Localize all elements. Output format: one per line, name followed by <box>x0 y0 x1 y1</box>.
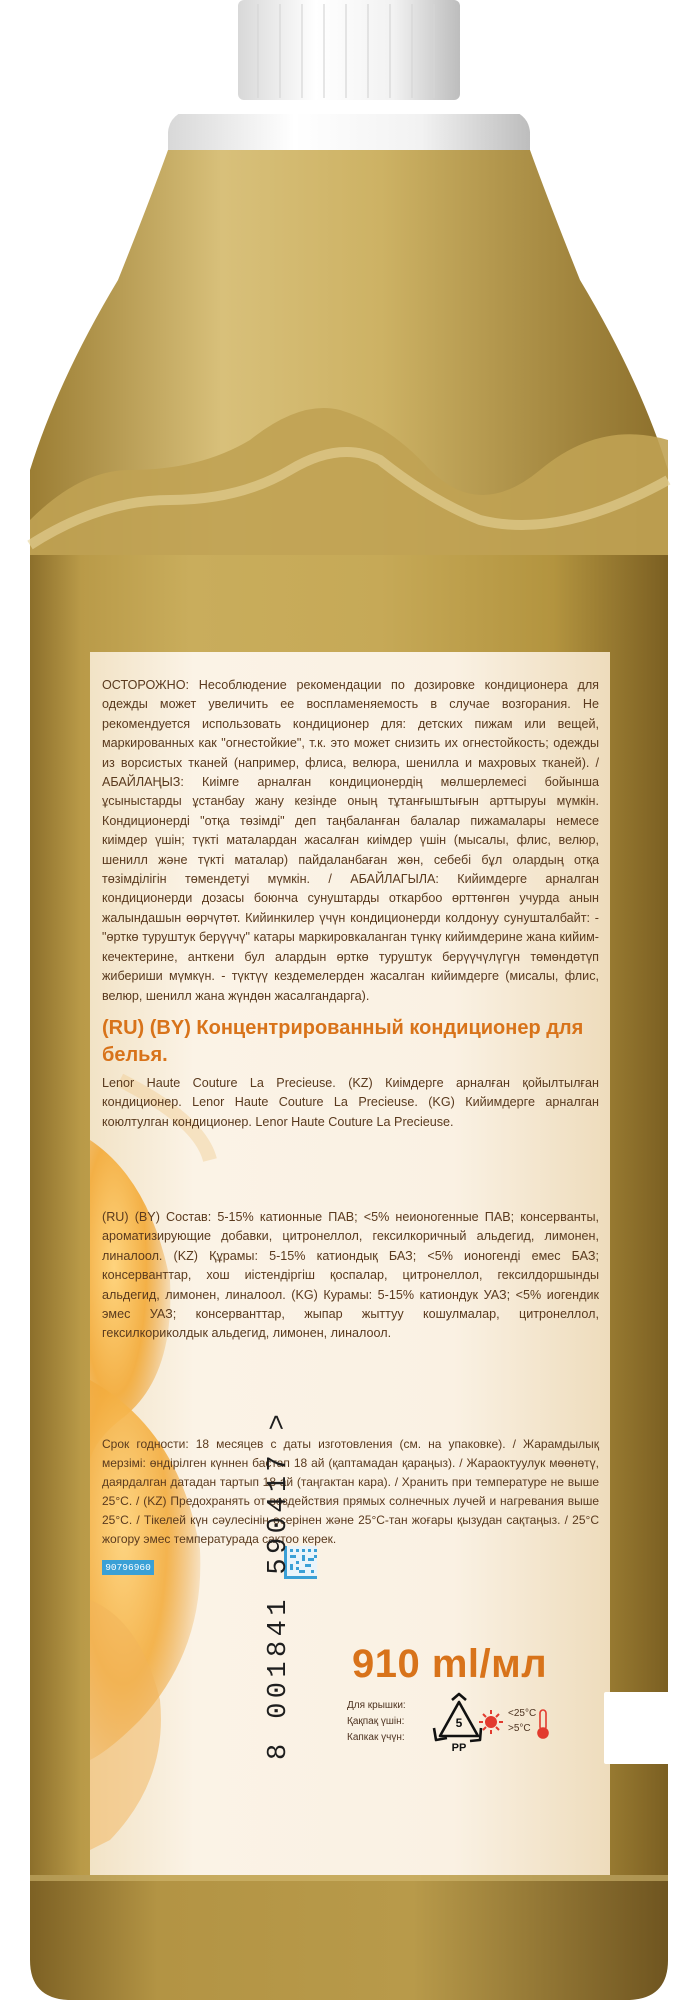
temp-max: <25°C <box>508 1708 537 1719</box>
product-description: Lenor Haute Couture La Precieuse. (KZ) Киімдерге арналған қойылтылған кондиционер. Lenor Haute Couture La Precieuse. (KG) Кийимдерге арналган коюлтулган кондиционер. Lenor Haute Couture La Precieuse. <box>102 1076 599 1129</box>
batch-code: 90796960 <box>102 1560 154 1575</box>
volume-label: 910 ml/мл <box>352 1642 548 1686</box>
cap-label-ru: Для крышки: <box>347 1700 406 1711</box>
barcode-digits: 8 001841 590417 > <box>264 1409 294 1760</box>
product-heading: (RU) (BY) Концентрированный кондиционер для белья. <box>102 1017 584 1066</box>
warning-text: ОСТОРОЖНО: Несоблюдение рекомендации по дозировке кондиционера для одежды может увеличить ее воспламеняемость в случае возгорания. Не рекомендуется использовать кондиционер для: детских пижам или вещей, маркированных как "огнестойкие", т.к. это может снизить их огнестойкость; одежды из ворсистых тканей (например, флиса, велюра, шенилла и махровых тканей). / АБАЙЛАҢЫЗ: Киімге арналған кондиционердің мөлшерлемесі бойынша ұсыныстарды ұстанбау жану кезінде оның тұтанғыштығын арттыруы мүмкін. Кондиционерді "отқа төзімді" деп таңбаланған балалар пижамалары немесе киімдер үшін; түкті маталардан жасалған киімдер үшін (мысалы, флис, велюр, шенилл және түкті маталар) пайдаланбаған жөн, себебі бұл олардың отқа төзімділігін төмендетуі мүмкін. / АБАЙЛАГЫЛА: Кийимдерге арналган кондиционерди дозасы боюнча сунуштарды откарбоо өрттөнгөн учурда анын жалындашын өөрчүтөт. Кийинкилер үчүн кондиционерди колдонуу сунушталбайт: - "өрткө туруштук берүүчү" катары маркировкаланган түнкү кийимдерине жана кийим-кечектерине, анткени бул алардын өрткө туруштук берүүчүлүгүн төмөндөтүп жибериши мүмкүн. - түктүү кездемелерден жасалган кийимдерге (мисалы, флис, велюр, шенилл жана жүндөн жасалгандарга). <box>102 678 599 1003</box>
temp-min: >5°C <box>508 1723 531 1734</box>
cap-label-kz: Қақпақ үшін: <box>347 1716 405 1727</box>
cap-label-kg: Капкак үчүн: <box>347 1732 405 1743</box>
composition-text: (RU) (BY) Состав: 5-15% катионные ПАВ; <5% неионогенные ПАВ; консерванты, ароматизирующие добавки, цитронеллол, гексилкоричный альдегид, лимонен, линалоол. (KZ) Құрамы: 5-15% катиондық БАЗ; <5% ионогенді емес БАЗ; консерванттар, хош иістендіргіш қоспалар, цитронеллол, гексилдоршынды альдегид, лимонен, линалоол. (KG) Курамы: 5-15% катиондук УАЗ; <5% иогендик эмес УАЗ; консерванттар, жыпар жыттуу кошулмалар, цитронеллол, гексилкориколдык альдегид, лимонен, линалоол. <box>102 1210 599 1341</box>
expiry-text: Срок годности: 18 месяцев с даты изготовления (см. на упаковке). / Жарамдылық мерзімі: өндірілген күннен бастап 18 ай (қаптамадан қараңыз). / Жараоктуулук мөөнөтү, даярдалган датадан тартып 18 ай (таңгактан кара). / Хранить при температуре не выше 25°C. / (KZ) Предохранять от воздействия прямых солнечных лучей и нагревания выше 25°C. / Тікелей күн сәулесінің әсерінен және 25°C-тан жоғары қызудан сақтаңыз. / 25°C жогору эмес температурада сактоо керек. <box>102 1437 599 1546</box>
recycle-material: PP <box>451 1742 467 1754</box>
recycle-number: 5 <box>455 1716 463 1730</box>
